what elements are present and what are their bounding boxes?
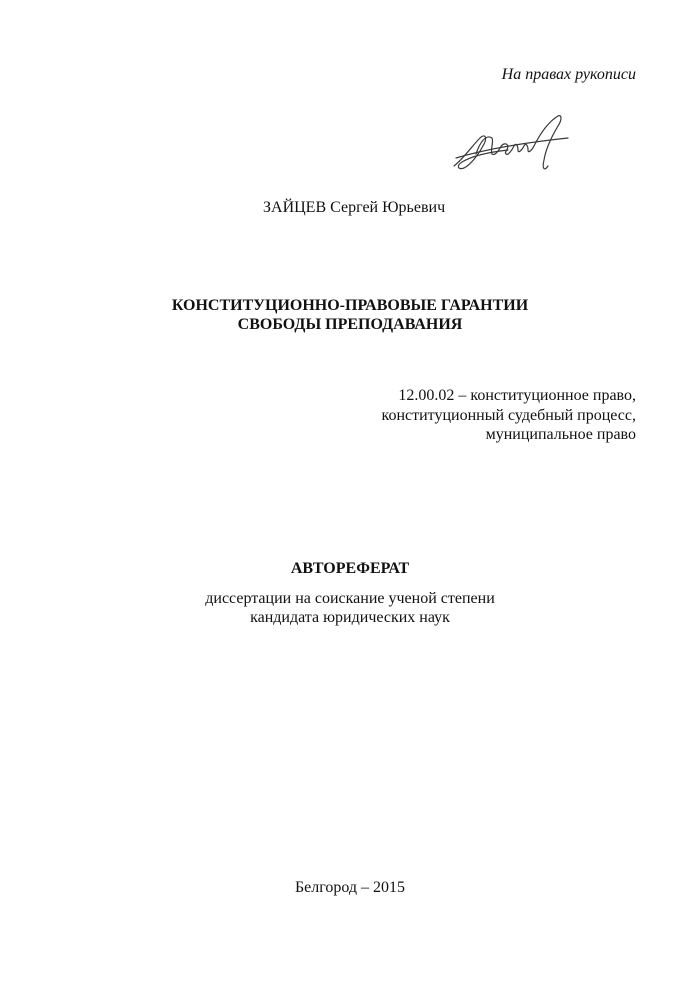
specialty-line: конституционный судебный процесс,	[381, 406, 636, 424]
specialty-block	[382, 386, 637, 445]
rights-note: На правах рукописи	[501, 66, 636, 83]
description-line: диссертации на соискание ученой степени	[205, 590, 495, 607]
title-line: КОНСТИТУЦИОННО-ПРАВОВЫЕ ГАРАНТИИ	[171, 297, 529, 314]
document-type: АВТОРЕФЕРАТ	[290, 560, 410, 577]
description-line: кандидата юридических наук	[250, 609, 450, 626]
specialty-line: 12.00.02 – конституционное право,	[398, 387, 636, 404]
specialty-line: муниципальное право	[485, 426, 636, 443]
city-year: Белгород – 2015	[294, 879, 406, 896]
dissertation-title	[0, 296, 700, 334]
handwritten-signature	[450, 108, 580, 183]
title-line: СВОБОДЫ ПРЕПОДАВАНИЯ	[237, 316, 463, 333]
document-description	[0, 589, 700, 627]
author-name: ЗАЙЦЕВ Сергей Юрьевич	[263, 199, 446, 216]
